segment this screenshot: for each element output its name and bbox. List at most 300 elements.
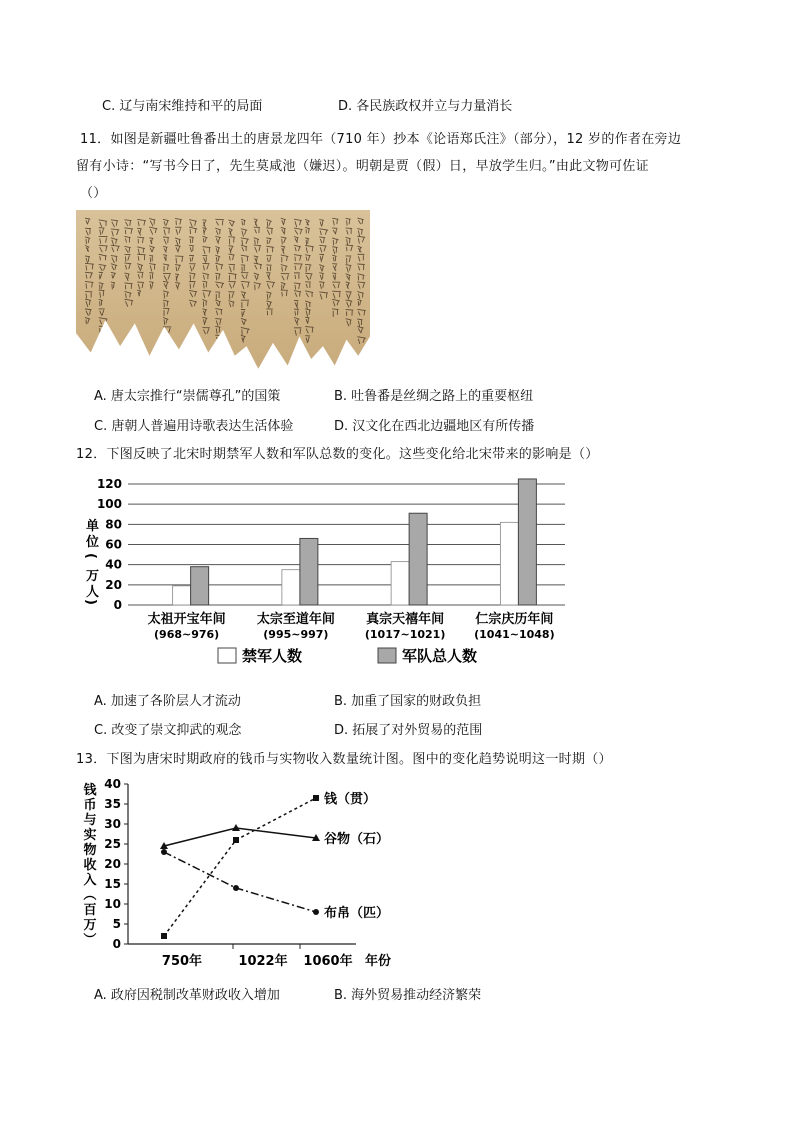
manuscript-glyph-stroke [137, 228, 142, 235]
manuscript-glyph-stroke [163, 317, 168, 324]
manuscript-glyph-stroke [241, 300, 249, 308]
bar-chart-y-tick-label: 40 [105, 557, 122, 572]
bar-chart-ylabel-3: 万 [86, 569, 100, 584]
bar-chart-ylabel-4: 人 [86, 585, 100, 600]
legend-swatch-total [378, 648, 396, 663]
line-chart-x-label: 750年 [161, 954, 203, 969]
manuscript-glyph-stroke [266, 238, 271, 244]
bar-total [409, 513, 427, 605]
manuscript-glyph-stroke [124, 220, 131, 226]
manuscript-glyph-stroke [228, 292, 234, 300]
manuscript-glyph-stroke [228, 246, 233, 254]
manuscript-glyph-stroke [175, 256, 183, 263]
manuscript-glyph-stroke [346, 282, 350, 289]
manuscript-glyph-stroke [99, 245, 108, 252]
manuscript-glyph-stroke [99, 237, 108, 244]
manuscript-glyph-stroke [85, 318, 90, 325]
line-chart-axes [128, 784, 356, 949]
manuscript-glyph-stroke [111, 245, 120, 252]
manuscript-glyph-stroke [215, 319, 221, 326]
manuscript-glyph-stroke [254, 245, 261, 253]
manuscript-glyph-stroke [294, 237, 299, 243]
manuscript-glyph-stroke [332, 282, 340, 288]
manuscript-glyph-stroke [305, 282, 311, 288]
manuscript-glyph-stroke [357, 229, 363, 237]
manuscript-glyph-stroke [189, 273, 196, 281]
manuscript-glyph-stroke [175, 227, 181, 234]
manuscript-glyph-stroke [85, 256, 90, 263]
manuscript-glyph-stroke [332, 218, 338, 225]
manuscript-glyph-stroke [241, 229, 247, 237]
line-chart-y-tick-label: 40 [104, 777, 121, 791]
manuscript-glyph-stroke [189, 245, 194, 252]
manuscript-glyph-stroke [346, 310, 354, 316]
manuscript-glyph-stroke [241, 265, 245, 272]
manuscript-glyph-stroke [332, 238, 338, 245]
bar-chart-ylabel-2: 位 [86, 535, 100, 550]
manuscript-glyph-stroke [85, 299, 91, 307]
manuscript-glyph-stroke [332, 273, 336, 280]
manuscript-glyph-stroke [175, 274, 179, 282]
manuscript-glyph-stroke [99, 264, 106, 270]
manuscript-glyph-stroke [254, 238, 259, 245]
bar-chart-category-label: 仁宗庆历年间 [475, 612, 554, 627]
bar-chart [70, 468, 580, 678]
manuscript-glyph-stroke [175, 238, 181, 245]
manuscript-glyph-stroke [281, 290, 288, 296]
bar-guard [282, 570, 300, 605]
manuscript-glyph-stroke [99, 318, 108, 325]
manuscript-glyph-stroke [202, 236, 207, 242]
line-chart-ylabel-char: 百 [83, 903, 97, 918]
manuscript-glyph-stroke [357, 282, 365, 289]
line-chart-ylabel-char: ） [81, 932, 96, 946]
manuscript-glyph-stroke [305, 219, 310, 225]
manuscript-glyph-stroke [254, 219, 258, 227]
manuscript-glyph-stroke [266, 281, 275, 288]
bar-chart-y-tick-label: 120 [96, 477, 122, 491]
manuscript-glyph-stroke [357, 309, 365, 315]
manuscript-glyph-stroke [99, 309, 105, 316]
manuscript-glyph-stroke [124, 228, 132, 234]
manuscript-glyph-stroke [357, 236, 365, 243]
q11-option-a: A. 唐太宗推行“崇儒尊孔”的国策 [94, 389, 281, 404]
manuscript-glyph-stroke [189, 237, 194, 243]
manuscript-glyph-stroke [319, 245, 326, 252]
manuscript-glyph-stroke [215, 246, 220, 254]
manuscript-glyph-stroke [281, 274, 290, 281]
line-chart-ylabel-char: 币 [83, 798, 97, 813]
manuscript-glyph-stroke [124, 246, 130, 252]
line-chart-y-tick-label: 10 [104, 897, 121, 911]
manuscript-glyph-stroke [111, 272, 116, 278]
q11-option-d: D. 汉文化在西北边疆地区有所传播 [334, 419, 535, 434]
manuscript-glyph-stroke [163, 291, 169, 299]
q11-stem-line2: 留有小诗：“写书今日了，先生莫咸池（嫌迟）。明朝是贾（假）日，早放学生归。”由此文物可佐证 [76, 159, 649, 174]
bar-guard [391, 562, 409, 605]
line-chart-y-tick-label: 15 [104, 877, 121, 891]
line-chart-y-tick-label: 20 [104, 857, 121, 871]
manuscript-glyph-stroke [137, 272, 143, 279]
legend-swatch-guard [218, 648, 236, 663]
bar-chart-category-years: (1041~1048) [474, 628, 555, 641]
bar-chart-ylabel-1: 单 [86, 519, 100, 534]
manuscript-glyph-stroke [346, 319, 352, 327]
manuscript-glyph-stroke [99, 290, 105, 298]
manuscript-glyph-stroke [124, 299, 133, 306]
manuscript-glyph-stroke [357, 292, 363, 299]
manuscript-glyph-stroke [346, 245, 354, 251]
manuscript-glyph-stroke [202, 309, 207, 316]
manuscript-glyph-stroke [137, 247, 145, 255]
manuscript-glyph-stroke [357, 327, 363, 334]
manuscript-glyph-stroke [281, 255, 289, 263]
manuscript-glyph-stroke [163, 273, 171, 281]
manuscript-glyph-stroke [111, 238, 118, 246]
line-chart-y-tick-label: 0 [112, 937, 121, 951]
manuscript-glyph-stroke [215, 309, 222, 316]
manuscript-glyph-stroke [332, 299, 339, 306]
line-point [313, 795, 319, 801]
manuscript-glyph-stroke [228, 264, 235, 272]
manuscript-glyph-stroke [254, 273, 259, 280]
manuscript-glyph-stroke [357, 264, 364, 270]
manuscript-glyph-stroke [137, 254, 145, 260]
manuscript-glyph-stroke [149, 255, 153, 262]
manuscript-glyph-stroke [357, 319, 362, 327]
manuscript-glyph-stroke [202, 290, 211, 297]
manuscript-glyph-stroke [266, 256, 271, 262]
manuscript-glyph-stroke [149, 238, 153, 244]
manuscript-glyph-stroke [319, 237, 325, 243]
manuscript-glyph-stroke [305, 301, 311, 309]
bar-chart-category-label: 太祖开宝年间 [147, 612, 226, 627]
manuscript-glyph-stroke [294, 300, 298, 308]
manuscript-glyph-stroke [266, 273, 270, 280]
manuscript-glyph-stroke [137, 237, 144, 243]
bar-chart-category-label: 太宗至道年间 [256, 612, 335, 627]
manuscript-glyph-stroke [228, 220, 234, 226]
line-chart-x-label: 1060年 [303, 954, 353, 969]
manuscript-glyph-stroke [294, 317, 299, 325]
manuscript-glyph-stroke [189, 290, 197, 297]
manuscript-glyph-stroke [99, 272, 103, 279]
line-point [232, 824, 240, 831]
manuscript-glyph-stroke [294, 245, 301, 251]
manuscript-glyph-stroke [281, 237, 287, 244]
manuscript-glyph-stroke [332, 255, 336, 261]
line-chart-ylabel-char: 万 [83, 918, 97, 933]
line-chart-ylabel [81, 782, 97, 946]
manuscript-glyph-stroke [241, 318, 247, 325]
line-chart-y-tick-label: 25 [104, 837, 121, 851]
bar-guard [173, 586, 191, 605]
manuscript-glyph-stroke [319, 254, 324, 262]
manuscript-glyph-stroke [163, 300, 169, 307]
manuscript-glyph-stroke [281, 227, 286, 234]
manuscript-glyph-stroke [319, 265, 324, 272]
manuscript-glyph-stroke [305, 255, 311, 261]
manuscript-glyph-stroke [149, 273, 153, 280]
line-chart-x-labels [162, 953, 391, 969]
manuscript-glyph-stroke [175, 283, 180, 290]
manuscript-glyph-stroke [189, 281, 195, 288]
manuscript-glyph-stroke [215, 228, 221, 235]
manuscript-glyph-stroke [163, 281, 169, 288]
manuscript-glyph-stroke [241, 292, 246, 299]
manuscript-glyph-stroke [305, 245, 314, 252]
manuscript-glyph-stroke [305, 317, 309, 324]
bar-chart-y-tick-label: 60 [105, 537, 122, 552]
q12-option-d: D. 拓展了对外贸易的范围 [334, 723, 483, 738]
manuscript-glyph-stroke [281, 246, 286, 254]
manuscript-glyph-stroke [163, 308, 170, 316]
manuscript-glyph-stroke [175, 218, 182, 225]
bar-chart-category-label: 真宗天禧年间 [366, 612, 445, 627]
manuscript-script [76, 210, 370, 372]
manuscript-glyph-stroke [241, 255, 249, 263]
line-chart-y-tick-label: 35 [104, 797, 121, 811]
bar-chart-y-tick-label: 80 [105, 517, 122, 532]
manuscript-glyph-stroke [99, 228, 105, 235]
manuscript-glyph-stroke [163, 327, 171, 333]
manuscript-glyph-stroke [294, 291, 301, 297]
manuscript-glyph-stroke [85, 281, 93, 288]
manuscript-glyph-stroke [215, 273, 220, 280]
manuscript-glyph-stroke [137, 219, 146, 226]
manuscript-glyph-stroke [294, 283, 301, 289]
manuscript-glyph-stroke [215, 282, 224, 288]
manuscript-glyph-stroke [202, 220, 206, 228]
manuscript-glyph-stroke [228, 273, 236, 280]
manuscript-glyph-stroke [346, 237, 351, 245]
manuscript-glyph-stroke [85, 292, 92, 299]
line-chart-ylabel-char: 与 [83, 813, 97, 828]
manuscript-glyph-stroke [163, 337, 170, 343]
bar-chart-category-years: (1017~1021) [364, 628, 446, 641]
manuscript-glyph-stroke [215, 335, 220, 342]
manuscript-glyph-stroke [137, 290, 141, 296]
manuscript-glyph-stroke [202, 317, 207, 325]
manuscript-glyph-stroke [357, 274, 364, 281]
bar-total [191, 567, 209, 605]
manuscript-glyph-stroke [254, 263, 262, 269]
manuscript-glyph-stroke [294, 219, 302, 227]
manuscript-glyph-stroke [346, 228, 353, 234]
line-point [233, 885, 239, 891]
manuscript-glyph-stroke [124, 291, 131, 298]
manuscript-glyph-stroke [202, 273, 209, 280]
q13-stem: 13．下图为唐宋时期政府的钱币与实物收入数量统计图。图中的变化趋势说明这一时期（） [76, 752, 612, 767]
manuscript-glyph-stroke [228, 237, 235, 245]
bar-chart-bars [173, 479, 537, 605]
manuscript-glyph-stroke [332, 228, 337, 234]
manuscript-image [76, 210, 370, 372]
legend-label-total: 军队总人数 [402, 647, 478, 665]
manuscript-glyph-stroke [215, 219, 224, 225]
manuscript-glyph-stroke [346, 218, 351, 225]
manuscript-glyph-stroke [305, 309, 311, 317]
manuscript-glyph-stroke [266, 265, 271, 271]
manuscript-glyph-stroke [99, 299, 103, 306]
q12-option-b: B. 加重了国家的财政负担 [334, 694, 482, 709]
bar-chart-y-tick-label: 100 [96, 497, 122, 512]
manuscript-glyph-stroke [281, 265, 288, 272]
manuscript-glyph-stroke [294, 228, 303, 234]
bar-guard [500, 522, 518, 605]
manuscript-glyph-stroke [241, 281, 250, 289]
manuscript-glyph-stroke [85, 237, 90, 244]
manuscript-glyph-stroke [124, 237, 130, 243]
manuscript-glyph-stroke [319, 282, 324, 289]
line-chart-ylabel-char: 入 [83, 873, 97, 888]
manuscript-glyph-stroke [163, 228, 170, 236]
manuscript-glyph-stroke [266, 292, 271, 300]
manuscript-glyph-stroke [111, 256, 118, 263]
manuscript-glyph-stroke [319, 220, 324, 227]
manuscript-glyph-stroke [137, 264, 143, 271]
line-chart-y-tick-label: 30 [104, 817, 121, 831]
bar-chart-x-labels [148, 611, 555, 641]
bar-total [518, 479, 536, 605]
manuscript-glyph-stroke [357, 299, 361, 306]
manuscript-glyph-stroke [241, 238, 249, 245]
manuscript-glyph-stroke [111, 229, 119, 236]
manuscript-glyph-stroke [189, 220, 197, 227]
line-point [313, 909, 319, 915]
q13-option-b: B. 海外贸易推动经济繁荣 [334, 988, 482, 1003]
manuscript-glyph-stroke [149, 227, 157, 235]
manuscript-glyph-stroke [332, 291, 341, 298]
line-point [233, 837, 239, 843]
manuscript-glyph-stroke [241, 273, 248, 279]
line-point [161, 849, 167, 855]
line-chart-y-tick-label: 5 [112, 917, 121, 931]
manuscript-glyph-stroke [202, 228, 206, 235]
line-chart-ylabel-char: （ [81, 887, 96, 901]
manuscript-glyph-stroke [241, 245, 247, 251]
manuscript-glyph-stroke [163, 237, 169, 244]
manuscript-glyph-stroke [241, 219, 246, 225]
manuscript-glyph-stroke [215, 255, 220, 262]
manuscript-glyph-stroke [294, 273, 300, 279]
line-chart-ylabel-char: 实 [83, 828, 97, 843]
manuscript-glyph-stroke [175, 265, 181, 272]
manuscript-glyph-stroke [294, 264, 303, 270]
manuscript-glyph-stroke [163, 219, 169, 226]
bar-chart-category-years: (968~976) [154, 628, 220, 641]
manuscript-glyph-stroke [346, 256, 352, 264]
manuscript-glyph-stroke [163, 255, 167, 262]
manuscript-glyph-stroke [99, 326, 107, 332]
manuscript-glyph-stroke [85, 309, 91, 316]
q12-option-c: C. 改变了崇文抑武的观念 [94, 723, 242, 738]
manuscript-glyph-stroke [99, 254, 107, 260]
manuscript-glyph-stroke [215, 300, 220, 306]
manuscript-glyph-stroke [254, 227, 260, 233]
manuscript-glyph-stroke [149, 246, 154, 252]
manuscript-glyph-stroke [319, 292, 328, 300]
legend-label-guard: 禁军人数 [242, 647, 303, 665]
manuscript-glyph-stroke [332, 247, 337, 254]
line-series [164, 828, 316, 846]
manuscript-glyph-stroke [332, 264, 337, 271]
bar-chart-legend [218, 647, 477, 665]
manuscript-glyph-stroke [346, 292, 352, 300]
q12-stem: 12．下图反映了北宋时期禁军人数和军队总数的变化。这些变化给北宋带来的影响是（） [76, 447, 599, 462]
manuscript-glyph-stroke [85, 263, 94, 270]
manuscript-glyph-stroke [202, 255, 207, 262]
line-chart-ylabel-char: 钱 [83, 783, 97, 798]
manuscript-glyph-stroke [305, 327, 314, 334]
manuscript-glyph-stroke [357, 246, 361, 252]
manuscript-glyph-stroke [346, 274, 351, 281]
q13-option-a: A. 政府因税制改革财政收入增加 [94, 988, 280, 1003]
manuscript-glyph-stroke [294, 309, 299, 315]
bar-chart-ylabel-paren-open: ( [83, 553, 98, 559]
line-chart-x-label: 1022年 [238, 954, 288, 969]
manuscript-glyph-stroke [202, 263, 209, 270]
manuscript-glyph-stroke [305, 291, 313, 297]
bar-total [300, 538, 318, 605]
manuscript-glyph-stroke [85, 272, 93, 278]
line-series [164, 798, 316, 936]
manuscript-glyph-stroke [189, 227, 197, 234]
manuscript-glyph-stroke [202, 281, 207, 288]
manuscript-glyph-stroke [111, 264, 117, 270]
q11-stem-line3: （） [80, 186, 107, 201]
manuscript-glyph-stroke [254, 283, 261, 291]
manuscript-glyph-stroke [149, 219, 155, 227]
manuscript-glyph-stroke [124, 263, 131, 269]
manuscript-glyph-stroke [357, 254, 364, 261]
line-chart-ylabel-char: 收 [83, 858, 97, 873]
manuscript-glyph-stroke [85, 218, 90, 224]
manuscript-glyph-stroke [305, 273, 312, 280]
manuscript-glyph-stroke [189, 255, 194, 261]
manuscript-glyph-stroke [254, 256, 259, 264]
manuscript-glyph-stroke [137, 282, 144, 289]
line-point [161, 933, 167, 939]
bar-chart-ylabel-paren-close: ) [83, 599, 98, 605]
manuscript-glyph-stroke [99, 335, 106, 342]
manuscript-glyph-stroke [228, 282, 235, 289]
manuscript-glyph-stroke [305, 238, 309, 245]
line-chart [78, 772, 418, 972]
manuscript-glyph-stroke [175, 245, 181, 252]
manuscript-glyph-stroke [228, 228, 232, 235]
manuscript-glyph-stroke [266, 228, 273, 235]
manuscript-glyph-stroke [202, 247, 210, 254]
manuscript-glyph-stroke [241, 335, 246, 342]
manuscript-glyph-stroke [266, 220, 271, 228]
manuscript-glyph-stroke [332, 309, 338, 317]
q11-option-c: C. 唐朝人普遍用诗歌表达生活体验 [94, 419, 294, 434]
manuscript-glyph-stroke [163, 264, 169, 272]
manuscript-glyph-stroke [241, 327, 250, 334]
bar-chart-y-tick-label: 0 [113, 598, 122, 612]
line-series-label: 谷物（石） [324, 832, 390, 847]
line-series-label: 布帛（匹） [324, 906, 390, 921]
manuscript-glyph-stroke [202, 299, 207, 307]
manuscript-glyph-stroke [215, 292, 220, 300]
manuscript-glyph-stroke [319, 273, 324, 280]
manuscript-glyph-stroke [99, 283, 104, 290]
manuscript-glyph-stroke [266, 309, 273, 315]
q12-option-a: A. 加速了各阶层人才流动 [94, 694, 241, 709]
line-chart-series [160, 791, 389, 939]
manuscript-glyph-stroke [357, 337, 365, 344]
